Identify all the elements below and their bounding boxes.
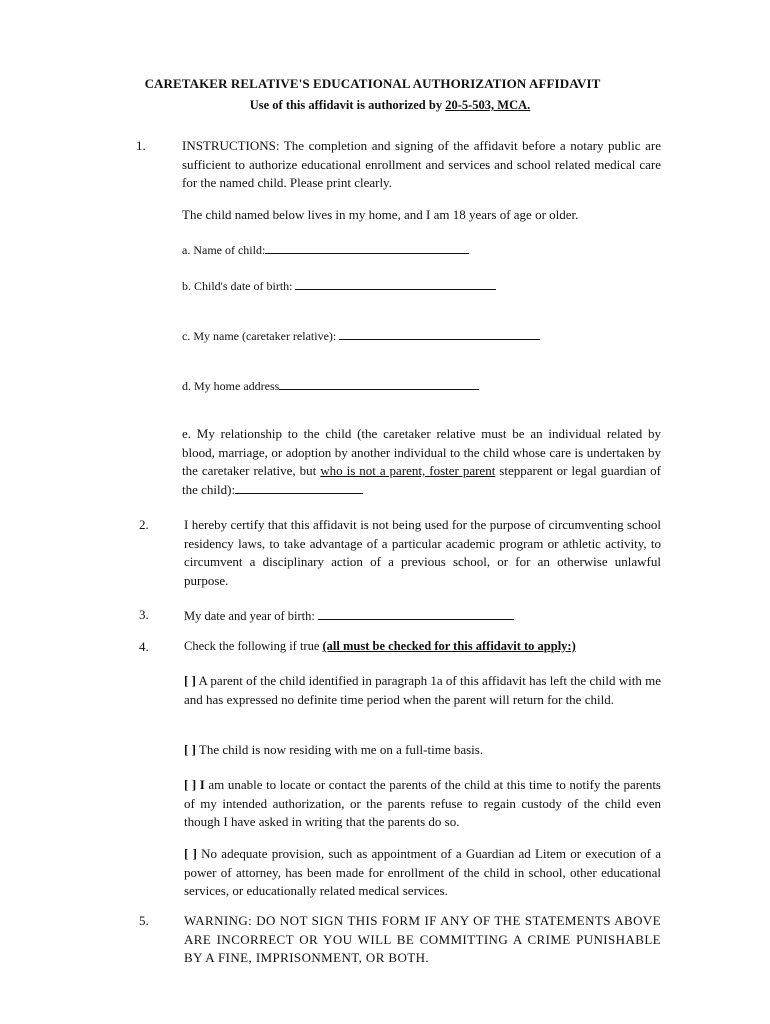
check-item-parent-left (184, 672, 661, 709)
checkbox-parent-left[interactable]: [ ] (184, 673, 196, 688)
field-child-name (182, 241, 469, 258)
check-item-no-provision (184, 845, 661, 901)
field-home-address (182, 377, 479, 394)
check-label: Check the following if true (184, 639, 323, 653)
field-child-dob (182, 277, 496, 294)
field-home-address-label: d. My home address (182, 379, 280, 393)
field-caretaker-name-label: c. My name (caretaker relative): (182, 329, 337, 343)
subtitle-prefix: Use of this affidavit is authorized by (249, 98, 446, 112)
field-child-name-label: a. Name of child: (182, 243, 266, 257)
field-child-dob-label: b. Child's date of birth: (182, 279, 293, 293)
relationship-blank[interactable] (235, 481, 363, 494)
check-item-unable-to-locate (184, 776, 661, 832)
relationship-end: stepparent or legal guardian of the child): (182, 463, 661, 497)
check-requirement: (all must be checked for this affidavit to apply:) (322, 639, 576, 653)
certification-paragraph: I hereby certify that this affidavit is not being used for the purpose of circumventing school residency laws, to take advantage of a particular academic program or athletic activity, to circumvent a disciplinary action of a previous school, or for an otherwise unlawful purpose. (184, 517, 661, 588)
child-name-blank[interactable] (265, 241, 469, 254)
check-item-no-provision-text: No adequate provision, such as appointment of a Guardian ad Litem or execution of a power of attorney, has been made for enrollment of the child in school, other educational services, or educationally related medical services. (184, 846, 661, 898)
section-1-number: 1. (136, 138, 146, 153)
section-5-number: 5. (139, 913, 149, 928)
check-item-residing-text: The child is now residing with me on a full-time basis. (195, 742, 484, 757)
checkbox-residing[interactable]: [ ] (184, 742, 196, 757)
check-item-parent-left-text: A parent of the child identified in paragraph 1a of this affidavit has left the child with me and has expressed no definite time period when the parent will return for the child. (184, 673, 661, 707)
statute-reference: 20-5-503, MCA. (445, 98, 531, 112)
section-2-number: 2. (139, 517, 149, 532)
instructions-paragraph: INSTRUCTIONS: The completion and signing of the affidavit before a notary public are sufficient to authorize educational enrollment and services and school related medical care for the named child. Please print clearly. (182, 138, 661, 190)
relationship-paragraph (182, 425, 661, 499)
relationship-text: e. My relationship to the child (the caretaker relative must be an individual related by blood, marriage, or adoption by another individual to the child whose care is undertaken by the caretaker relative, but (182, 426, 661, 478)
section-4-number: 4. (139, 639, 149, 654)
document-subtitle (0, 98, 770, 113)
field-caretaker-dob-label: My date and year of birth: (184, 609, 315, 623)
home-address-blank[interactable] (279, 377, 479, 390)
field-caretaker-name (182, 327, 540, 344)
child-dob-blank[interactable] (295, 277, 496, 290)
caretaker-name-blank[interactable] (339, 327, 540, 340)
relationship-exclusion: who is not a parent, foster parent (320, 463, 496, 478)
warning-paragraph: WARNING: DO NOT SIGN THIS FORM IF ANY OF THE STATEMENTS ABOVE ARE INCORRECT OR YOU WILL BE COMMITTING A CRIME PUNISHABLE BY A FINE, IMPRISONMENT, OR BOTH. (184, 913, 661, 965)
field-caretaker-dob (184, 607, 514, 624)
residence-statement: The child named below lives in my home, and I am 18 years of age or older. (182, 207, 579, 222)
section-3-number: 3. (139, 607, 149, 622)
check-instructions (184, 639, 576, 654)
document-title: CARETAKER RELATIVE'S EDUCATIONAL AUTHORIZATION AFFIDAVIT (144, 76, 601, 91)
check-item-unable-to-locate-text: am unable to locate or contact the parents of the child at this time to notify the parents of my intended authorization, or the parents refuse to regain custody of the child even though I have asked in writing that the parents do so. (184, 777, 661, 829)
checkbox-no-provision[interactable]: [ ] (184, 846, 197, 861)
check-item-residing (184, 741, 661, 760)
checkbox-unable-to-locate[interactable]: [ ] I (184, 777, 205, 792)
caretaker-dob-blank[interactable] (318, 607, 514, 620)
